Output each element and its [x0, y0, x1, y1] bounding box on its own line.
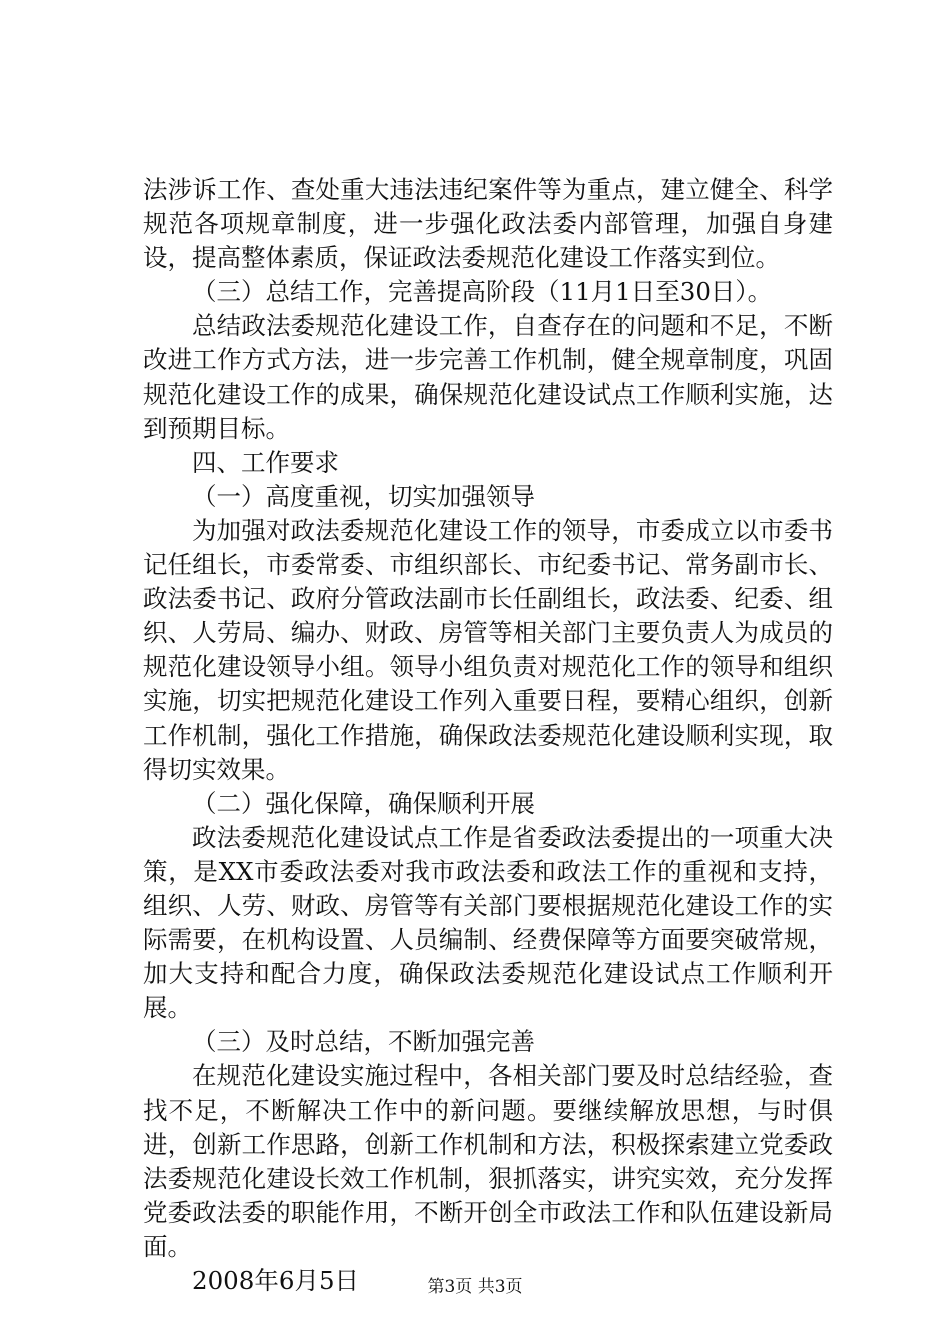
paragraph-leadership: 为加强对政法委规范化建设工作的领导，市委成立以市委书记任组长，市委常委、市组织部长、市纪委书记、常务副市长、政法委书记、政府分管政法副市长任副组长，政法委、纪委、组织、人劳局、编办、财政、房管等相关部门主要负责人为成员的规范化建设领导小组。领导小组负责对规范化工作的领导和组织实施，切实把规范化建设工作列入重要日程，要精心组织，创新工作机制，强化工作措施，确保政法委规范化建设顺利实现，取得切实效果。 — [143, 515, 833, 784]
page-footer: 第3页 共3页 — [427, 1277, 523, 1297]
document-date: 2008年6月5日 — [192, 1266, 360, 1295]
subheading-guarantee: （二）强化保障，确保顺利开展 — [192, 788, 535, 818]
section-heading-stage-three: （三）总结工作，完善提高阶段（11月1日至30日）。 — [192, 277, 773, 307]
paragraph-stage-three-summary: 总结政法委规范化建设工作，自查存在的问题和不足，不断改进工作方式方法，进一步完善工作机制，健全规章制度，巩固规范化建设工作的成果，确保规范化建设试点工作顺利实施，达到预期目标。 — [143, 311, 833, 443]
paragraph-timely-summary: 在规范化建设实施过程中，各相关部门要及时总结经验，查找不足，不断解决工作中的新问题。要继续解放思想，与时俱进，创新工作思路，创新工作机制和方法，积极探索建立党委政法委规范化建设长效工作机制，狠抓落实，讲究实效，充分发挥党委政法委的职能作用，不断开创全市政法工作和队伍建设新局面。 — [143, 1061, 833, 1261]
section-heading-work-requirements: 四、工作要求 — [192, 447, 339, 477]
subheading-leadership: （一）高度重视，切实加强领导 — [192, 481, 535, 511]
document-body — [143, 173, 833, 1298]
paragraph-guarantee: 政法委规范化建设试点工作是省委政法委提出的一项重大决策，是XX市委政法委对我市政法委和政法工作的重视和支持，组织、人劳、财政、房管等有关部门要根据规范化建设工作的实际需要，在机构设置、人员编制、经费保障等方面要突破常规，加大支持和配合力度，确保政法委规范化建设试点工作顺利开展。 — [143, 822, 833, 1023]
subheading-timely-summary: （三）及时总结，不断加强完善 — [192, 1027, 535, 1057]
paragraph-continuation: 法涉诉工作、查处重大违法违纪案件等为重点，建立健全、科学规范各项规章制度，进一步强化政法委内部管理，加强自身建设，提高整体素质，保证政法委规范化建设工作落实到位。 — [143, 175, 833, 273]
